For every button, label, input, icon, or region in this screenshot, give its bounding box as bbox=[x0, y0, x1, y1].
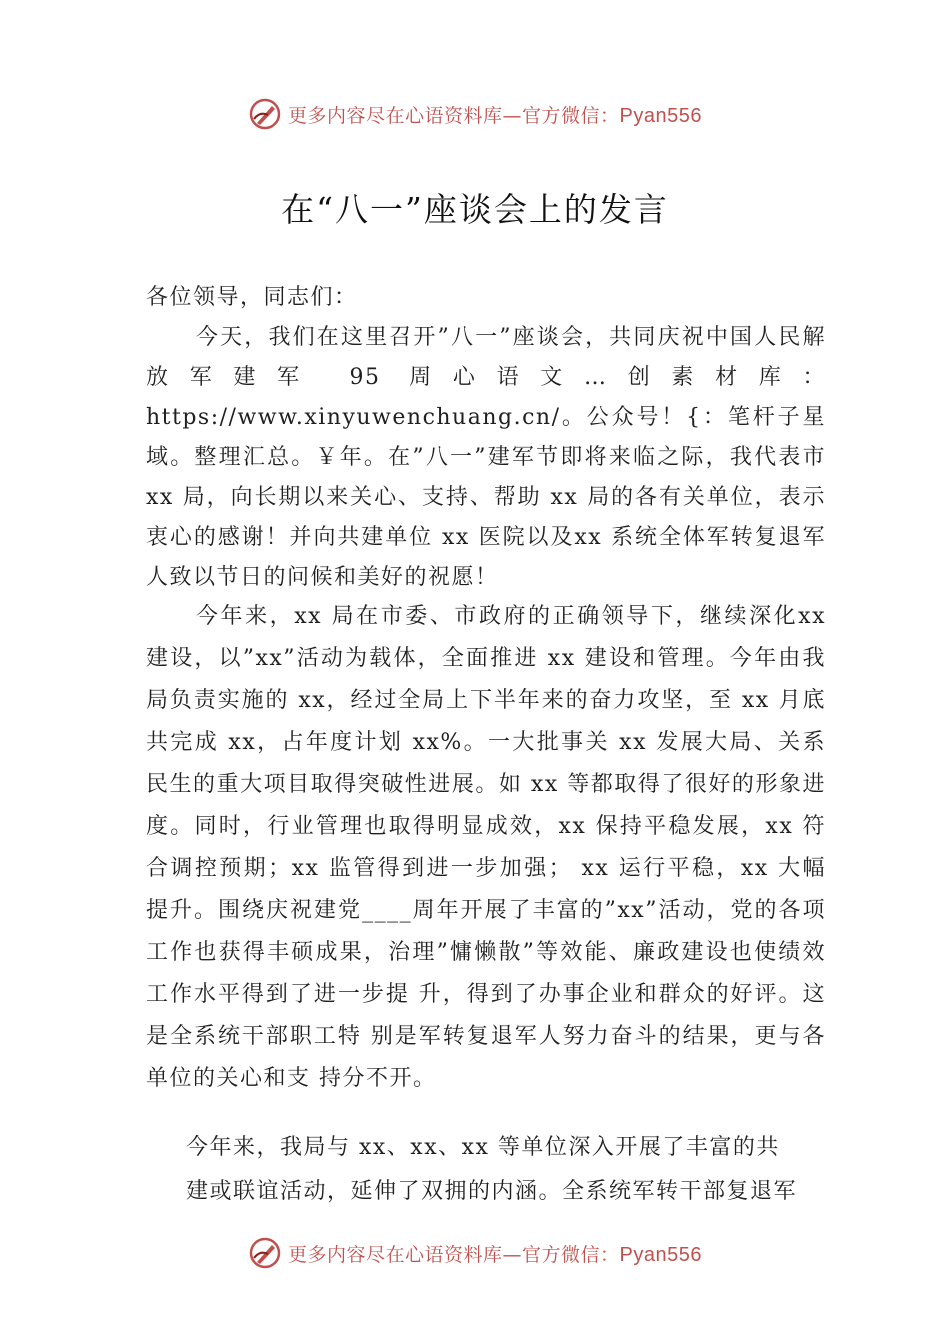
paragraph-3: 今年来，我局与 xx、xx、xx 等单位深入开展了丰富的共 bbox=[186, 1135, 780, 1160]
watermark-text: 更多内容尽在心语资料库—官方微信：Pyan556 bbox=[288, 104, 702, 127]
footer-watermark-banner bbox=[0, 1233, 950, 1273]
watermark-text: 更多内容尽在心语资料库—官方微信：Pyan556 bbox=[288, 1243, 702, 1266]
paragraph-1: 今天，我们在这里召开”八一”座谈会，共同庆祝中国人民解放军建军 95 周心语文…创素材库：https://www.xinyuwenchuang.cn/。公众号！{：笔杆子星域。整理汇总。￥年。在”八一”建军节即将来临之际，我代表市xx 局，向长期以来关心、支持、帮助 xx 局的各有关单位，表示衷心的感谢！并向共建单位 xx 医院以及xx 系统全体军转复退军人致以节日的问候和美好的祝愿！ bbox=[146, 325, 826, 590]
document-body bbox=[146, 278, 826, 598]
quill-logo-icon bbox=[248, 1236, 282, 1270]
document-body-2 bbox=[146, 596, 826, 1100]
document-body-3 bbox=[186, 1126, 826, 1214]
paragraph-2: 今年来，xx 局在市委、市政府的正确领导下，继续深化xx 建设，以”xx”活动为载体，全面推进 xx 建设和管理。今年由我局负责实施的 xx，经过全局上下半年来的奋力攻坚，至 xx 月底共完成 xx，占年度计划 xx%。一大批事关 xx 发展大局、关系民生的重大项目取得突破性进展。如 xx 等都取得了很好的形象进度。同时，行业管理也取得明显成效，xx 保持平稳发展，xx 符合调控预期；xx 监管得到进一步加强； xx 运行平稳，xx 大幅提升。围绕庆祝建党____周年开展了丰富的”xx”活动，党的各项工作也获得丰硕成果，治理”慵懒散”等效能、廉政建设也使绩效工作水平得到了进一步提 升，得到了办事企业和群众的好评。这是全系统干部职工特 别是军转复退军人努力奋斗的结果，更与各单位的关心和支 持分不开。 bbox=[146, 604, 826, 1091]
quill-logo-icon bbox=[248, 97, 282, 131]
header-watermark-banner bbox=[0, 94, 950, 134]
paragraph-4: 建或联谊活动，延伸了双拥的内涵。全系统军转干部复退军 bbox=[186, 1179, 798, 1204]
salutation: 各位领导，同志们： bbox=[146, 285, 358, 310]
document-title: 在“八一”座谈会上的发言 bbox=[281, 190, 669, 229]
